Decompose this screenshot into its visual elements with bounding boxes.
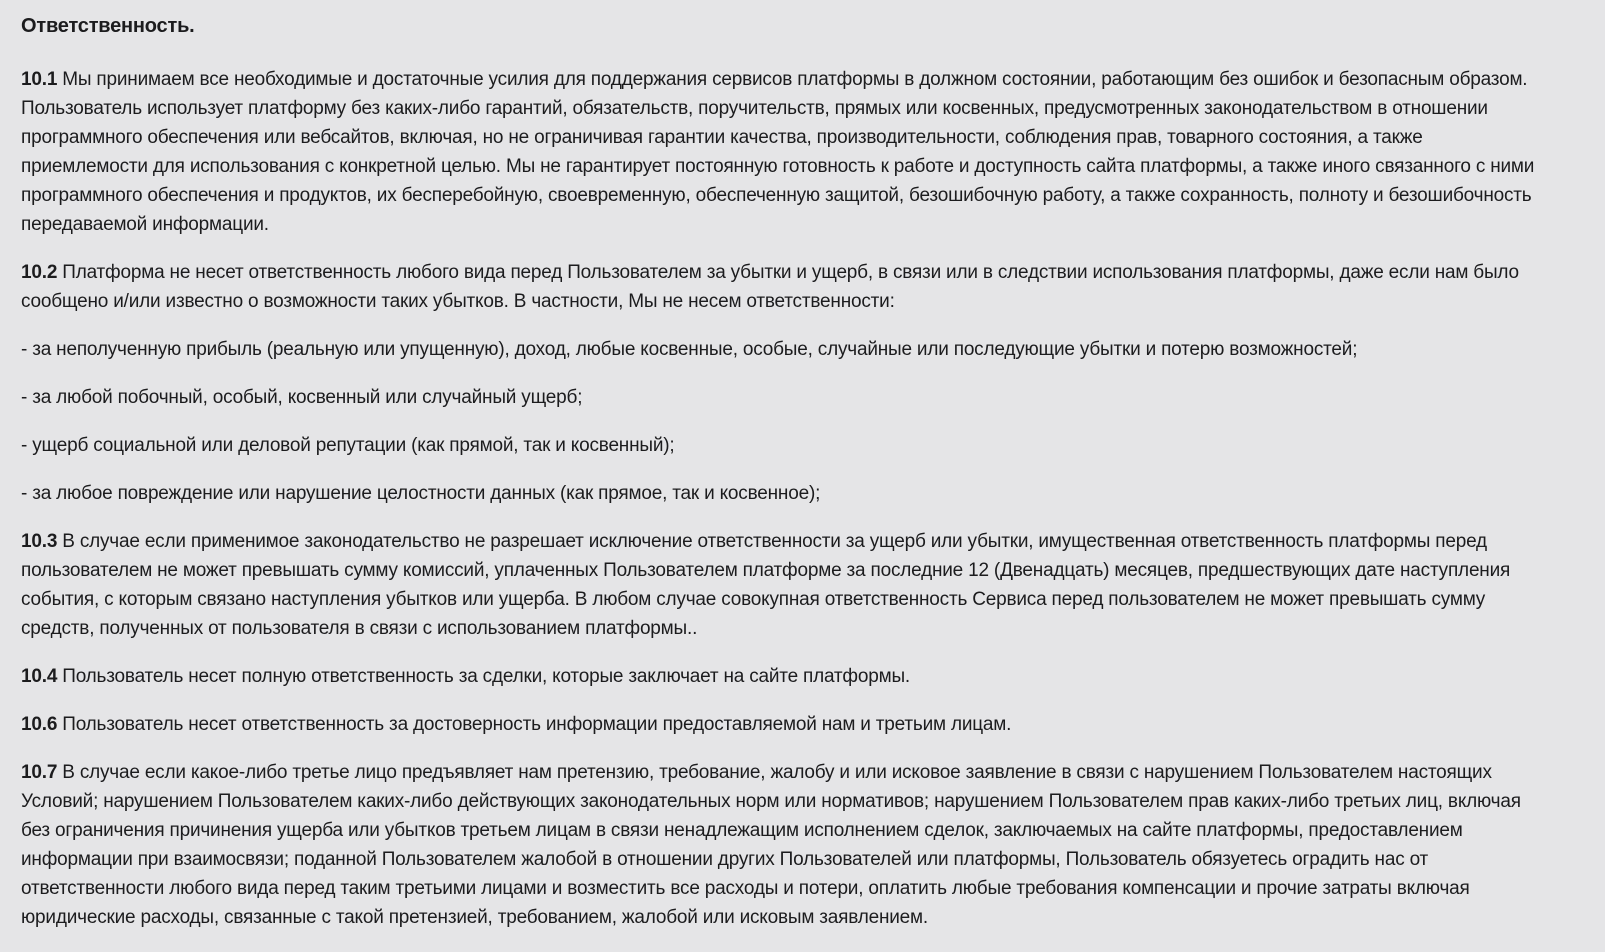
clause-text: Пользователь несет полную ответственность за сделки, которые заключает на сайте платформы. (57, 666, 911, 687)
clause-text: Платформа не несет ответственность любого вида перед Пользователем за убытки и ущерб, в связи или в следствии использования платформы, даже если нам было сообщено и/или известно о возможности таких убытков. В частности, Мы не несем ответственности: (21, 262, 1519, 312)
clause-number: 10.2 (21, 262, 58, 283)
liability-exclusion-item: - за неполученную прибыль (реальную или упущенную), доход, любые косвенные, особые, случайные или последующие убытки и потерю возможностей; (21, 339, 1358, 360)
clause-number: 10.4 (21, 666, 58, 687)
clause-number: 10.7 (21, 762, 58, 783)
clause-number: 10.1 (21, 69, 58, 90)
clause-10-2 (21, 258, 1545, 316)
clause-10-7 (21, 758, 1545, 932)
liability-exclusion-item: - ущерб социальной или деловой репутации (как прямой, так и косвенный); (21, 435, 675, 456)
liability-exclusion-item: - за любое повреждение или нарушение целостности данных (как прямое, так и косвенное); (21, 483, 821, 504)
clause-text: В случае если применимое законодательство не разрешает исключение ответственности за ущерб или убытки, имущественная ответственность платформы перед пользователем не может превышать сумму комиссий, уплаченных Пользователем платформе за последние 12 (Двенадцать) месяцев, предшествующих дате наступления события, с которым связано наступления убытков или ущерба. В любом случае совокупная ответственность Сервиса перед пользователем не может превышать сумму средств, полученных от пользователя в связи с использованием платформы.. (21, 531, 1511, 639)
clause-text: Мы принимаем все необходимые и достаточные усилия для поддержания сервисов платформы в должном состоянии, работающим без ошибок и безопасным образом. Пользователь использует платформу без каких-либо гарантий, обязательств, поручительств, прямых или косвенных, предусмотренных законодательством в отношении программного обеспечения или вебсайтов, включая, но не ограничивая гарантии качества, производительности, соблюдения прав, товарного состояния, а также приемлемости для использования с конкретной целью. Мы не гарантирует постоянную готовность к работе и доступность сайта платформы, а также иного связанного с ними программного обеспечения и продуктов, их бесперебойную, своевременную, обеспеченную защитой, безошибочную работу, а также сохранность, полноту и безошибочность передаваемой информации. (21, 69, 1535, 235)
clause-number: 10.3 (21, 531, 58, 552)
clause-text: Пользователь несет ответственность за достоверность информации предоставляемой нам и третьим лицам. (57, 714, 1012, 735)
section-title: Ответственность. (21, 15, 195, 37)
clause-10-3 (21, 527, 1545, 643)
clause-number: 10.6 (21, 714, 58, 735)
clause-10-4 (21, 662, 1545, 691)
clause-text: В случае если какое-либо третье лицо предъявляет нам претензию, требование, жалобу и или исковое заявление в связи с нарушением Пользователем настоящих Условий; нарушением Пользователем каких-либо действующих законодательных норм или нормативов; нарушением Пользователем прав каких-либо третьих лиц, включая без ограничения причинения ущерба или убытков третьем лицам в связи ненадлежащим исполнением сделок, заключаемых на сайте платформы, предоставлением информации при взаимосвязи; поданной Пользователем жалобой в отношении других Пользователей или платформы, Пользователь обязуетесь оградить нас от ответственности любого вида перед таким третьими лицами и возместить все расходы и потери, оплатить любые требования компенсации и прочие затраты включая юридические расходы, связанные с такой претензией, требованием, жалобой или исковым заявлением. (21, 762, 1521, 928)
liability-exclusion-item: - за любой побочный, особый, косвенный или случайный ущерб; (21, 387, 583, 408)
clause-10-6 (21, 710, 1545, 739)
clause-10-1 (21, 65, 1545, 239)
